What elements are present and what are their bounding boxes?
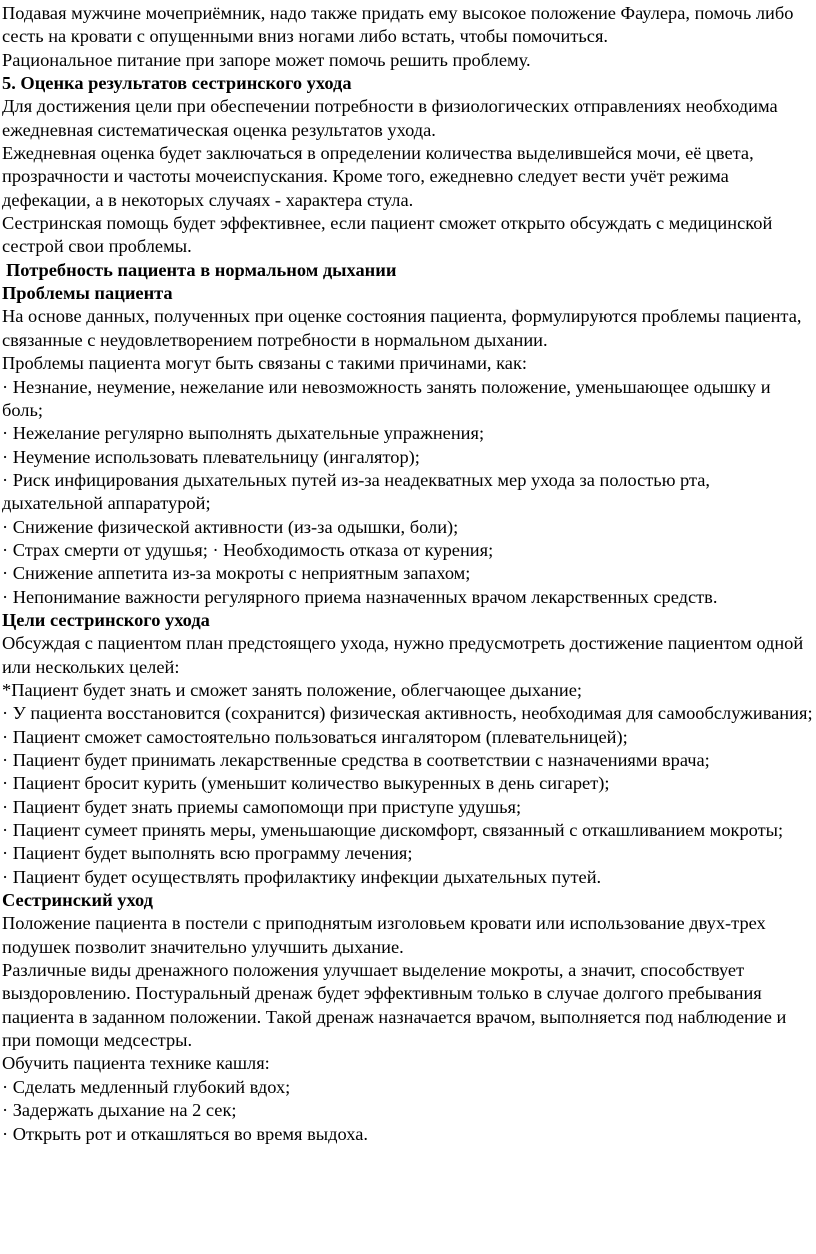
list-item-goal: · Пациент бросит курить (уменьшит количество выкуренных в день сигарет); (2, 773, 610, 794)
paragraph-goal-evaluation: Для достижения цели при обеспечении потребности в физиологических отправлениях необходима ежедневная систематическая оценка результатов ухода. (2, 96, 778, 140)
document-page (2, 2, 814, 1146)
list-item-cough-step: · Задержать дыхание на 2 сек; (2, 1100, 237, 1121)
list-item-cough-step: · Открыть рот и откашляться во время выдоха. (2, 1123, 368, 1144)
list-item-goal: · У пациента восстановится (сохранится) физическая активность, необходимая для самообслуживания; (2, 703, 813, 724)
list-item-problem: · Неумение использовать плевательницу (ингалятор); (2, 446, 420, 467)
list-item-goal: · Пациент сможет самостоятельно пользоваться ингалятором (плевательницей); (2, 726, 628, 747)
paragraph-urinal: Подавая мужчине мочеприёмник, надо также придать ему высокое положение Фаулера, помочь либо сесть на кровати с опущенными вниз ногами либо встать, чтобы помочиться. (2, 3, 794, 47)
heading-evaluation: 5. Оценка результатов сестринского ухода (2, 73, 352, 94)
list-item-goal: · Пациент сумеет принять меры, уменьшающие дискомфорт, связанный с откашливанием мокроты; (2, 820, 784, 841)
paragraph-daily-evaluation: Ежедневная оценка будет заключаться в определении количества выделившейся мочи, её цвета, прозрачности и частоты мочеиспускания. Кроме того, ежедневно следует вести учёт режима дефекации, а в некоторых случаях - характера стула. (2, 143, 754, 210)
paragraph-cough-technique: Обучить пациента технике кашля: (2, 1053, 270, 1074)
list-item-goal: · Пациент будет знать приемы самопомощи при приступе удушья; (2, 796, 522, 817)
list-item-goal: *Пациент будет знать и сможет занять положение, облегчающее дыхание; (2, 679, 582, 700)
paragraph-bed-position: Положение пациента в постели с приподнятым изголовьем кровати или использование двух-трех подушек позволит значительно улучшить дыхание. (2, 913, 766, 957)
list-item-cough-step: · Сделать медленный глубокий вдох; (2, 1076, 291, 1097)
heading-breathing-need: Потребность пациента в нормальном дыхании (6, 259, 397, 280)
list-item-goal: · Пациент будет осуществлять профилактику инфекции дыхательных путей. (2, 866, 602, 887)
paragraph-goals-intro: Обсуждая с пациентом план предстоящего ухода, нужно предусмотреть достижение пациентом одной или нескольких целей: (2, 633, 804, 677)
list-item-problem: · Снижение физической активности (из-за одышки, боли); (2, 516, 459, 537)
paragraph-problems-intro: На основе данных, полученных при оценке состояния пациента, формулируются проблемы пациента, связанные с неудовлетворением потребности в нормальном дыхании. (2, 306, 802, 350)
heading-patient-problems: Проблемы пациента (2, 283, 173, 304)
list-item-problem: · Нежелание регулярно выполнять дыхательные упражнения; (2, 423, 485, 444)
list-item-goal: · Пациент будет выполнять всю программу лечения; (2, 843, 413, 864)
list-item-problem: · Риск инфицирования дыхательных путей из-за неадекватных мер ухода за полостью рта, дыхательной аппаратурой; (2, 469, 711, 514)
paragraph-nursing-help: Сестринская помощь будет эффективнее, если пациент сможет открыто обсуждать с медицинской сестрой свои проблемы. (2, 213, 773, 257)
heading-nursing-goals: Цели сестринского ухода (2, 609, 210, 630)
paragraph-drainage: Различные виды дренажного положения улучшает выделение мокроты, а значит, способствует выздоровлению. Постуральный дренаж будет эффективным только в случае долгого пребывания пациента в заданном положении. Такой дренаж назначается врачом, выполняется под наблюдение и при помощи медсестры. (2, 960, 787, 1051)
paragraph-nutrition: Рациональное питание при запоре может помочь решить проблему. (2, 49, 531, 70)
list-item-problem: · Страх смерти от удушья; · Необходимость отказа от курения; (2, 539, 494, 560)
list-item-problem: · Снижение аппетита из-за мокроты с неприятным запахом; (2, 563, 471, 584)
heading-nursing-care: Сестринский уход (2, 890, 153, 911)
paragraph-problems-causes: Проблемы пациента могут быть связаны с такими причинами, как: (2, 353, 527, 374)
list-item-problem: · Незнание, неумение, нежелание или невозможность занять положение, уменьшающее одышку и боль; (2, 376, 771, 420)
list-item-problem: · Непонимание важности регулярного приема назначенных врачом лекарственных средств. (2, 586, 718, 607)
list-item-goal: · Пациент будет принимать лекарственные средства в соответствии с назначениями врача; (2, 750, 710, 770)
